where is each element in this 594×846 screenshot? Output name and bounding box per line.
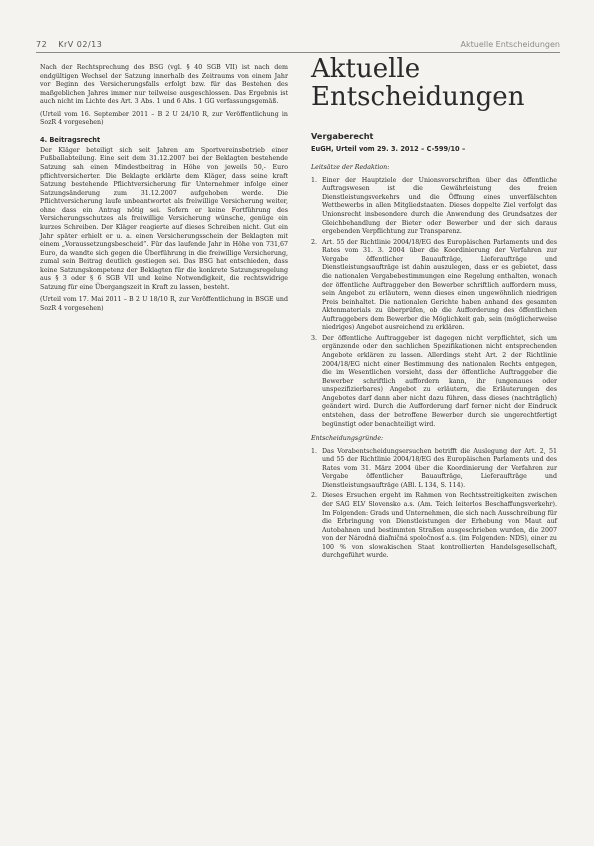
right-column [311,56,557,567]
item-text: Einer der Hauptziele der Unionsvorschriften über das öffentliche Auftragswesen ist die Gewährleistung des freien Dienstleistungsverkehrs und die Öffnung eines unverfälschten Wettbewerbs in allen Mitgliedstaaten. Dieses doppelte Ziel verfolgt das Unionsrecht insbesondere durch die Anwendung des Grundsatzes der Gleichbehandlung der Bieter oder Bewerber und der sich daraus ergebenden Verpflichtung zur Transparenz. [322,176,557,236]
page-header [36,40,560,53]
list-item [311,239,557,333]
list-item [311,177,557,237]
list-item [311,492,557,561]
title-line-2: Entscheidungen [311,81,525,112]
item-text: Der öffentliche Auftraggeber ist dagegen nicht verpflichtet, sich um ergänzende oder den sachlichen Spezifikationen nicht entsprechenden Angebote erklären zu lassen. Allerdings steht Art. 2 der Richtlinie 2004/18/EG nicht einer Bestimmung des nationalen Rechts entgegen, die im Wesentlichen vorsieht, dass der öffentliche Auftraggeber die Bewerber schriftlich auffordern kann, ihr (ungenaues oder unspezifizierbares) Angebot zu erläutern, die Erläuterungen des Angebotes darf dann aber nicht dazu führen, dass dieses (nachträglich) geändert wird. Durch die Aufforderung darf ferner nicht der Eindruck entstehen, dass der betroffene Bewerber durch sie ungerechtfertigt begünstigt oder benachteiligt wird. [322,334,557,428]
category-heading: Vergaberecht [311,131,374,142]
guiding-principles-heading: Leitsätze der Redaktion: [311,164,390,172]
page-number: 72 [36,40,48,49]
case-reference: EuGH, Urteil vom 29. 3. 2012 – C-599/10 – [311,145,466,154]
source-citation-2: (Urteil vom 17. Mai 2011 – B 2 U 18/10 R, zur Veröffentlichung in BSGE und SozR 4 vorgesehen) [40,296,288,313]
section-heading: 4. Beitragsrecht [40,135,101,144]
section-title [311,56,557,111]
list-item [311,335,557,429]
item-text: Art. 55 der Richtlinie 2004/18/EG des Europäischen Parlaments und des Rates vom 31. 3. 2004 über die Koordinierung der Verfahren zur Vergabe öffentlicher Bauaufträge, Lieferaufträge und Dienstleistungsaufträge ist dahin auszulegen, dass er es gebietet, dass die nationalen Vergabebestimmungen eine Regelung enthalten, wonach der öffentliche Auftraggeber den Bewerber schriftlich auffordern muss, sein Angebot zu erläutern, wenn dieses einen ungewöhnlich niedrigen Preis beinhaltet. Die nationalen Gerichte haben anhand des gesamten Aktenmaterials zu überprüfen, ob die Aufforderung des öffentlichen Auftraggebers dem Bewerber die Möglichkeit gab, sein (möglicherweise niedriges) Angebot ausreichend zu erklären. [322,238,557,332]
source-citation-1: (Urteil vom 16. September 2011 – B 2 U 24/10 R, zur Veröffentlichung in SozR 4 vorgesehen) [40,110,288,127]
header-left [36,40,110,49]
item-number: 3. [311,334,318,342]
left-column [40,64,288,318]
item-number: 1. [311,447,318,455]
body-paragraph: Der Kläger beteiligt sich seit Jahren am Sportvereinsbetrieb einer Fußballabteilung. Eine seit dem 31.12.2007 bei der Beklagten bestehende Satzung sah einen Mindestbeitrag in Höhe von jeweils 50,- Euro pflichtversicherter. Die Beklagte erklärte dem Kläger, dass seine kraft Satzung bestehende Pflichtversicherung für Unternehmer infolge einer Satzungsänderung zum 31.12.2007 aufgehoben werde. Die Pflichtversicherung laufe unbeantwortet als freiwillige Versicherung weiter, ohne dass ein Antrag nötig sei. Sofern er keine Fortführung des Versicherungsschutzes als freiwillige Versicherung wünsche, genüge ein kurzes Schreiben. Der Kläger reagierte auf dieses Schreiben nicht. Gut ein Jahr später erhielt er u. a. einen Versicherungsschein der Beklagten mit einem „Voraussetzungsbescheid“. Für das laufende Jahr in Höhe von 731,67 Euro, da wandte sich gegen die Überführung in die freiwillige Versicherung, zumal sein Beitrag deutlich gestiegen sei. Das BSG hat entschieden, dass keine Satzungskompetenz der Beklagten für die konkrete Satzungsregelung aus § 3 oder § 6 SGB VII und keine Notwendigkeit, die rechtswidrige Satzung für eine Übergangszeit in Kraft zu lassen, besteht. [40,146,288,291]
title-line-1: Aktuelle [311,54,421,84]
item-number: 1. [311,176,318,184]
guiding-principles-list [311,177,557,429]
intro-paragraph: Nach der Rechtsprechung des BSG (vgl. § 40 SGB VII) ist nach dem endgültigen Wechsel der Satzung innerhalb des Zeitraums von einem Jahr vor Beginn des Versicherungsfalls erfolgt bzw. für das Bestehen des maßgeblichen Jahres immer nur teilweise ausgeschlossen. Das Ergebnis ist auch nicht im Lichte des Art. 3 Abs. 1 und 6 Abs. 1 GG verfassungsgemäß. [40,64,288,106]
journal-name: KrV 02/13 [58,40,103,49]
item-number: 2. [311,492,318,500]
item-number: 2. [311,238,318,246]
section-name: Aktuelle Entscheidungen [460,40,560,49]
item-text: Das Vorabentscheidungsersuchen betrifft die Auslegung der Art. 2, 51 und 55 der Richtlinie 2004/18/EG des Europäischen Parlaments und des Rates vom 31. März 2004 über die Koordinierung der Verfahren zur Vergabe öffentlicher Bauaufträge, Lieferaufträge und Dienstleistungsaufträge (ABl. L 134, S. 114). [322,447,557,489]
item-text: Dieses Ersuchen ergeht im Rahmen von Rechtsstreitigkeiten zwischen der SAG ELV Slovensko a.s. (Am. Teich leiterlos Beschaffungsverkehr). Im Folgenden: Grads und Unternehmen, die sich nach Ausschreibung für die Erbringung von Dienstleistungen der Erhebung von Maut auf Autobahnen und bestimmten Straßen ausgeschrieben wurden, die 2007 von der Národná diaľničná spoločnosť a.s. (im Folgenden: NDS), einer zu 100 % von slowakischen Staat kontrollierten Handelsgesellschaft, durchgeführt wurde. [322,492,557,560]
list-item [311,448,557,491]
reasons-list [311,448,557,561]
reasons-heading: Entscheidungsgründe: [311,435,384,443]
